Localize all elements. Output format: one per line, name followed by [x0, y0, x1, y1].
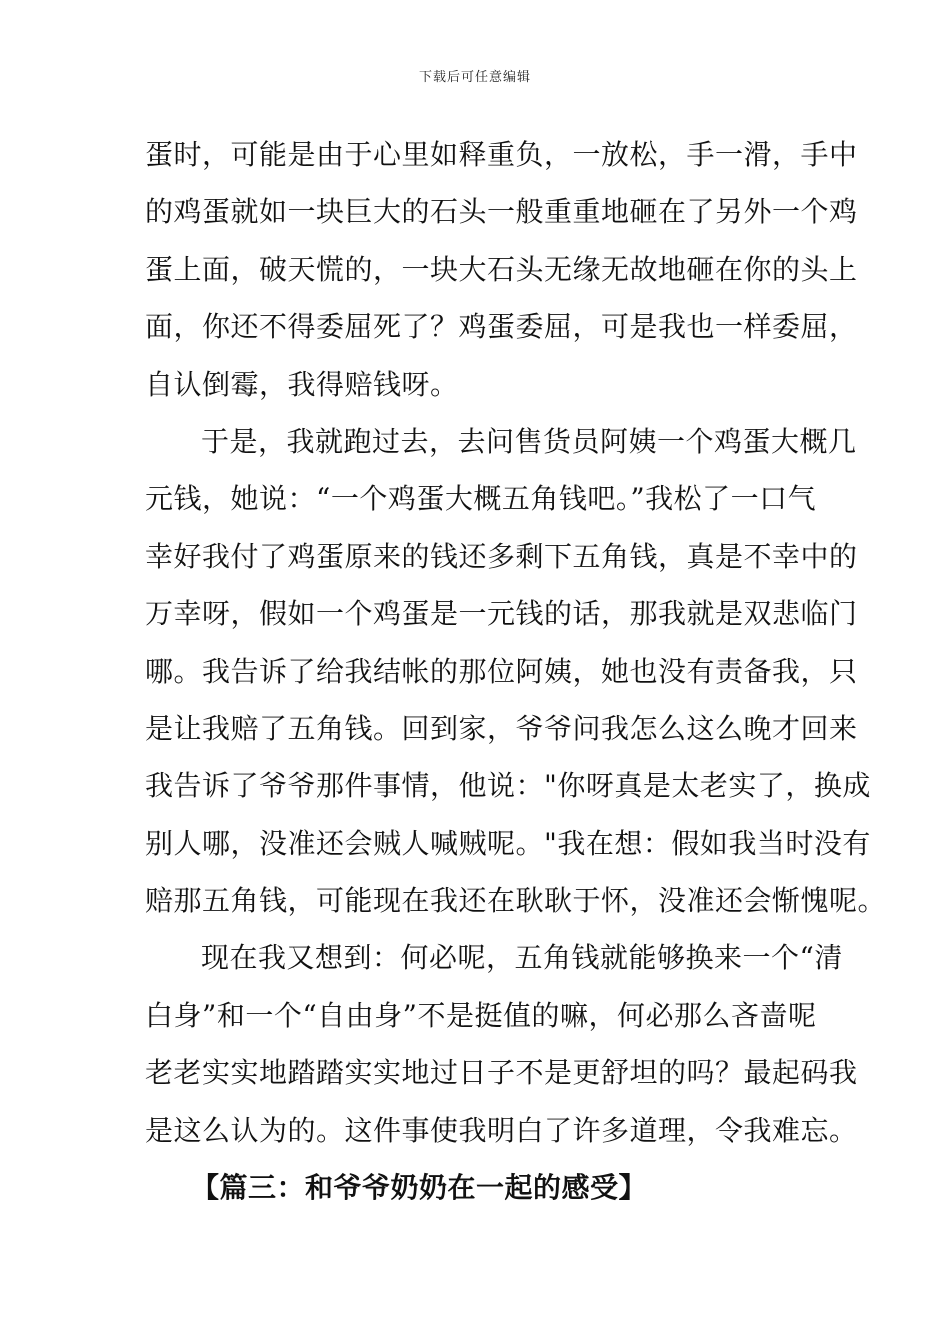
- text-line: 别人哪，没准还会贼人喊贼呢。"我在想：假如我当时没有: [145, 826, 871, 860]
- text-line: 是让我赔了五角钱。回到家，爷爷问我怎么这么晚才回来: [145, 711, 858, 745]
- text-line: 元钱，她说：“一个鸡蛋大概五角钱吧。”我松了一口气: [145, 482, 817, 516]
- paragraph-start-line: 于是，我就跑过去，去问售货员阿姨一个鸡蛋大概几: [201, 424, 857, 458]
- text-line: 白身”和一个“自由身”不是挺值的嘛，何必那么吝啬呢: [145, 998, 817, 1032]
- text-line: 赔那五角钱，可能现在我还在耿耿于怀，没准还会惭愧呢。: [145, 884, 887, 918]
- section-heading: 【篇三：和爷爷奶奶在一起的感受】: [191, 1171, 648, 1205]
- paragraph-start-line: 现在我又想到：何必呢，五角钱就能够换来一个“清: [201, 941, 843, 975]
- text-line: 幸好我付了鸡蛋原来的钱还多剩下五角钱，真是不幸中的: [145, 539, 858, 573]
- page-header: 下载后可任意编辑: [418, 70, 531, 85]
- text-line: 哪。我告诉了给我结帐的那位阿姨，她也没有责备我，只: [145, 654, 858, 688]
- text-line: 我告诉了爷爷那件事情，他说："你呀真是太老实了，换成: [145, 769, 871, 803]
- text-line: 面，你还不得委屈死了？鸡蛋委屈，可是我也一样委屈，: [145, 310, 858, 344]
- text-line: 蛋上面，破天慌的，一块大石头无缘无故地砸在你的头上: [145, 252, 858, 286]
- text-line: 蛋时，可能是由于心里如释重负，一放松，手一滑，手中: [145, 138, 858, 171]
- text-line: 的鸡蛋就如一块巨大的石头一般重重地砸在了另外一个鸡: [145, 195, 858, 229]
- document-body: [145, 126, 887, 1216]
- text-line: 是这么认为的。这件事使我明白了许多道理，令我难忘。: [145, 1113, 858, 1147]
- text-line: 自认倒霉，我得赔钱呀。: [145, 367, 459, 401]
- text-line: 万幸呀，假如一个鸡蛋是一元钱的话，那我就是双悲临门: [145, 597, 858, 631]
- text-line: 老老实实地踏踏实实地过日子不是更舒坦的吗？最起码我: [145, 1056, 858, 1090]
